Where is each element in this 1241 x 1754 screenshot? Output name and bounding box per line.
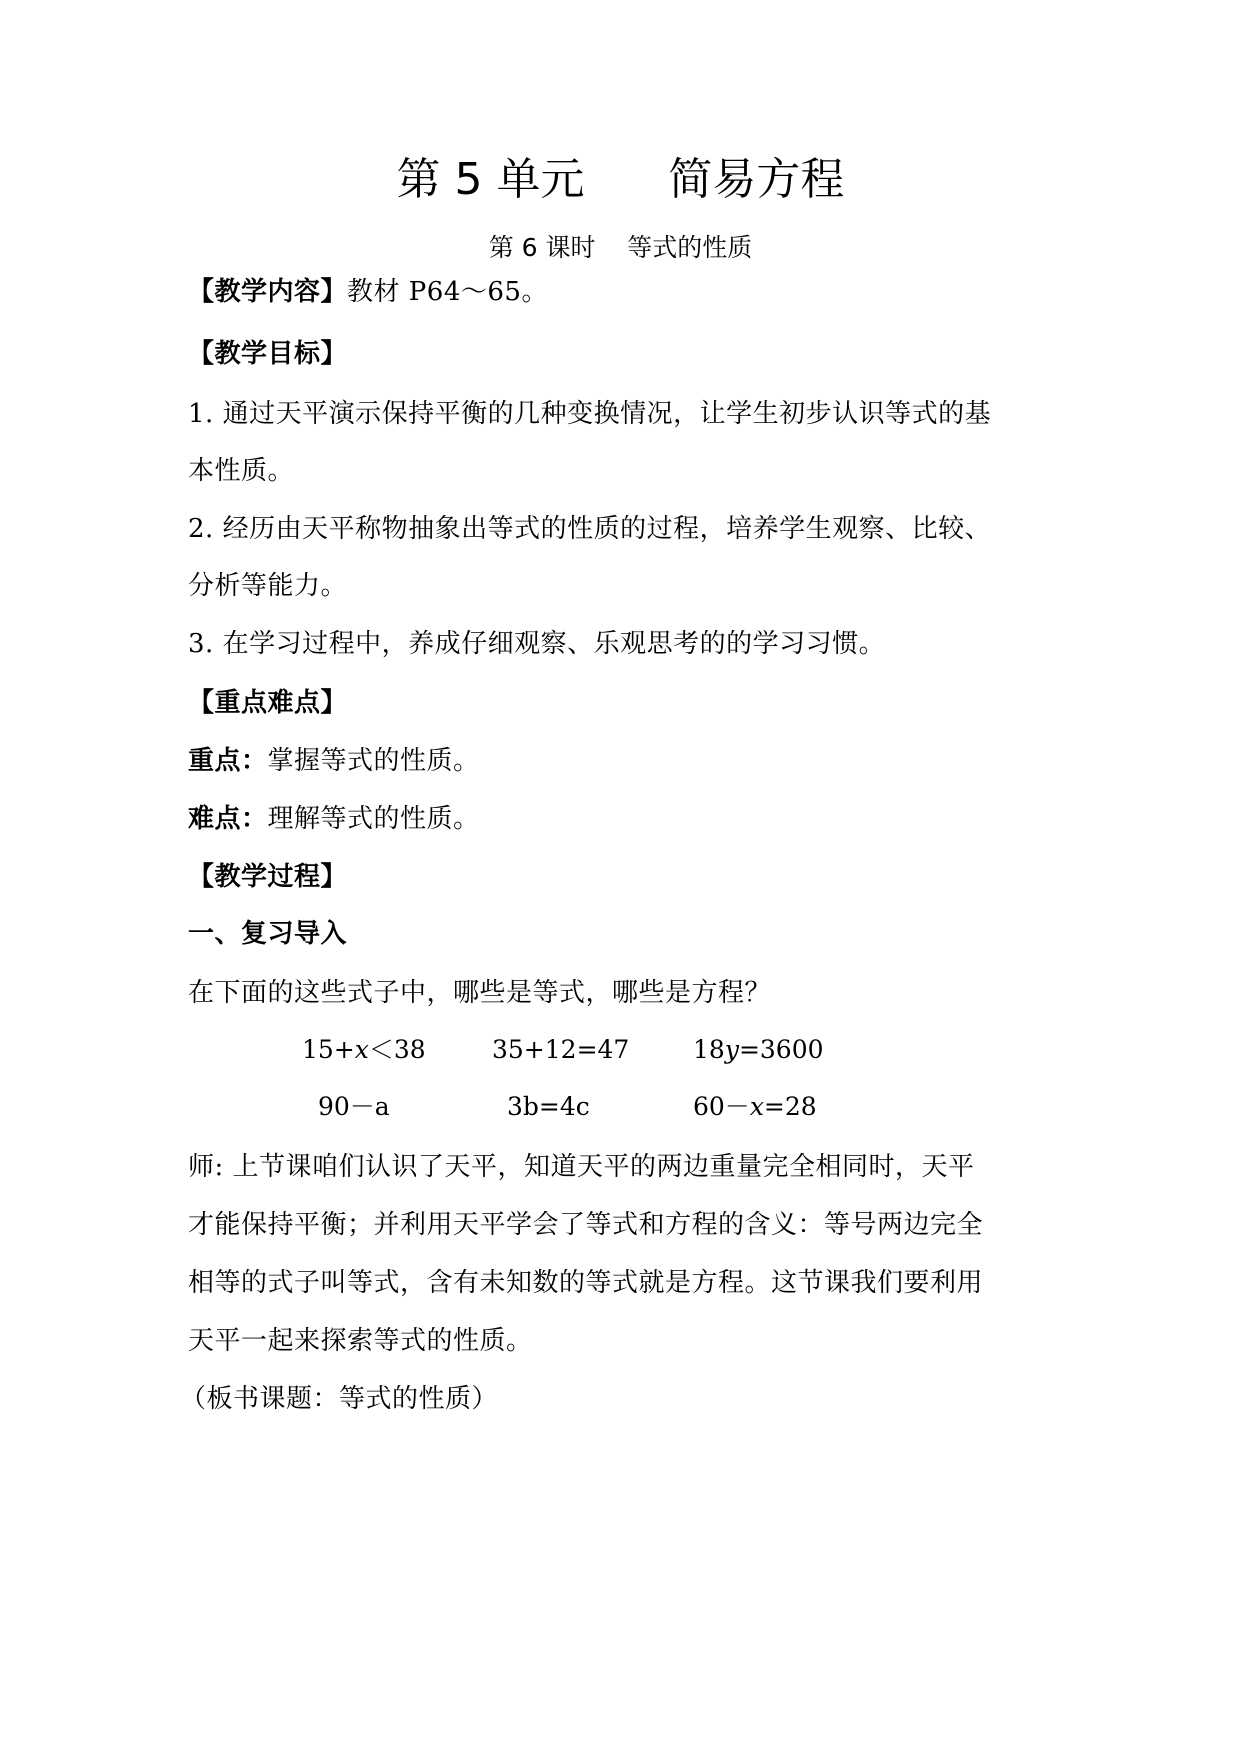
expression-5: 3b=4c — [507, 1092, 590, 1121]
objective-2-line-2: 分析等能力。 — [188, 571, 348, 601]
expression-1: 15+x＜38 — [302, 1035, 426, 1064]
objective-2-line-1: 2. 经历由天平称物抽象出等式的性质的过程，培养学生观察、比较、 — [188, 514, 992, 544]
teaching-content-label: 【教学内容】 — [188, 277, 348, 307]
objective-1-line-1: 1. 通过天平演示保持平衡的几种变换情况，让学生初步认识等式的基 — [188, 399, 992, 429]
expression-2: 35+12=47 — [492, 1035, 630, 1064]
difficulty-label: 难点： — [188, 804, 268, 834]
board-note: （板书课题：等式的性质） — [180, 1384, 499, 1414]
focus-line — [188, 741, 1068, 781]
focus-label: 重点： — [188, 746, 268, 776]
objective-3: 3. 在学习过程中，养成仔细观察、乐观思考的的学习习惯。 — [188, 629, 886, 659]
teaching-content-line — [188, 272, 1068, 312]
teacher-line-2: 才能保持平衡；并利用天平学会了等式和方程的含义：等号两边完全 — [188, 1210, 984, 1240]
teacher-line-4: 天平一起来探索等式的性质。 — [188, 1326, 533, 1356]
teacher-line-1: 师: 上节课咱们认识了天平，知道天平的两边重量完全相同时，天平 — [188, 1152, 975, 1182]
teaching-content-text: 教材 P64～65。 — [347, 277, 548, 307]
lesson-subtitle: 第 6 课时 等式的性质 — [488, 233, 753, 262]
difficulty-text: 理解等式的性质。 — [267, 804, 480, 834]
unit-title: 第 5 单元 简易方程 — [396, 154, 845, 205]
keypoints-heading: 【重点难点】 — [188, 688, 348, 718]
objectives-heading: 【教学目标】 — [188, 339, 348, 369]
expression-6: 60－x=28 — [693, 1092, 817, 1121]
review-question: 在下面的这些式子中，哪些是等式，哪些是方程？ — [188, 978, 772, 1008]
section-review-intro: 一、复习导入 — [188, 919, 348, 949]
focus-text: 掌握等式的性质。 — [267, 746, 480, 776]
expression-4: 90－a — [318, 1092, 390, 1121]
process-heading: 【教学过程】 — [188, 862, 348, 892]
expression-3: 18y=3600 — [693, 1035, 824, 1064]
teacher-line-3: 相等的式子叫等式，含有未知数的等式就是方程。这节课我们要利用 — [188, 1268, 984, 1298]
difficulty-line — [188, 799, 1068, 839]
objective-1-line-2: 本性质。 — [188, 456, 295, 486]
